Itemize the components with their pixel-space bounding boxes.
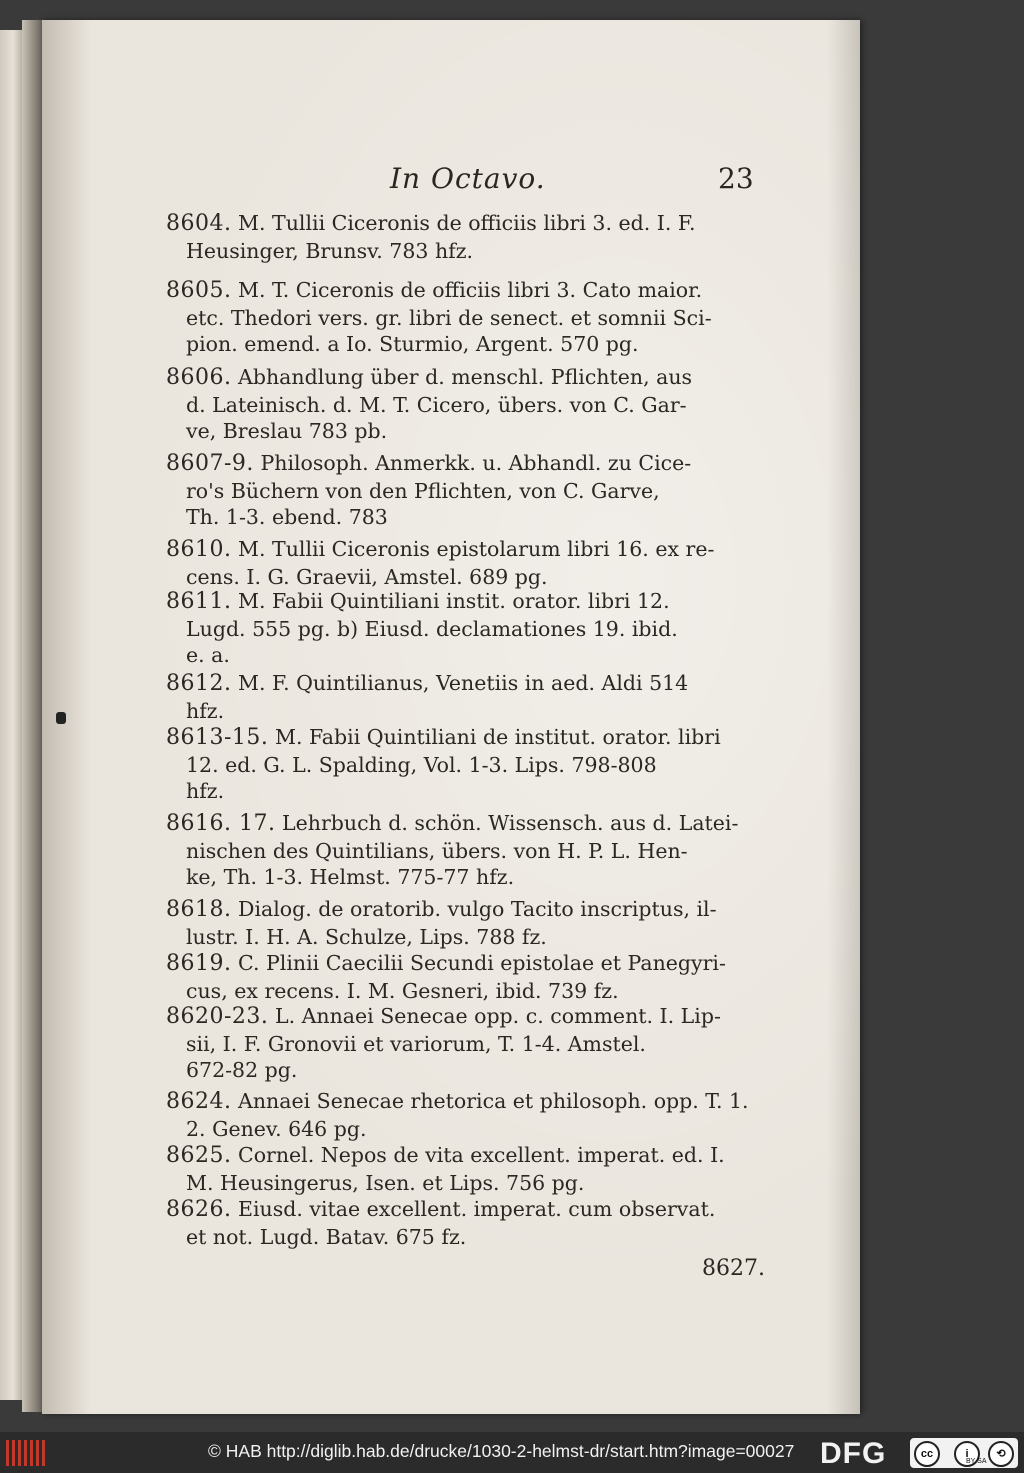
- viewer-footer: [0, 1432, 1024, 1473]
- catalog-entry: [166, 1088, 756, 1142]
- entry-number: 8604.: [166, 211, 232, 236]
- catalog-entry: [166, 810, 756, 891]
- source-url[interactable]: © HAB http://diglib.hab.de/drucke/1030-2-helmst-dr/start.htm?image=00027: [208, 1441, 795, 1461]
- entry-number: 8605.: [166, 278, 232, 303]
- entry-line: cens. I. G. Graevii, Amstel. 689 pg.: [186, 564, 548, 589]
- entry-number: 8616. 17.: [166, 811, 276, 836]
- page-header: [42, 162, 860, 202]
- catalog-entry: [166, 364, 756, 445]
- catalog-entry: [166, 950, 756, 1004]
- page-number: 23: [718, 162, 754, 195]
- catalog-entry: [166, 1003, 756, 1084]
- entry-line: 2. Genev. 646 pg.: [186, 1116, 367, 1141]
- entry-number: 8619.: [166, 951, 232, 976]
- entry-line: M. T. Ciceronis de officiis libri 3. Cato maior.: [238, 278, 703, 302]
- entry-line: ke, Th. 1-3. Helmst. 775-77 hfz.: [186, 865, 515, 889]
- entry-line: 672-82 pg.: [186, 1058, 298, 1082]
- entry-line: Lugd. 555 pg. b) Eiusd. declamationes 19. ibid.: [186, 616, 678, 641]
- entry-line: Cornel. Nepos de vita excellent. imperat. ed. I.: [238, 1143, 725, 1167]
- catalog-entry: [166, 1142, 756, 1196]
- entry-line: etc. Thedori vers. gr. libri de senect. et somnii Sci-: [186, 305, 712, 330]
- catalog-entry: [166, 210, 756, 264]
- entry-line: M. F. Quintilianus, Venetiis in aed. Aldi 514: [238, 671, 689, 695]
- entry-number: 8611.: [166, 589, 232, 614]
- entry-line: d. Lateinisch. d. M. T. Cicero, übers. von C. Gar-: [186, 392, 687, 417]
- entry-line: Heusinger, Brunsv. 783 hfz.: [186, 238, 474, 263]
- catalog-entry: [166, 450, 756, 531]
- catalog-entry: [166, 724, 756, 805]
- catalog-entry: [166, 536, 756, 590]
- entry-line: Annaei Senecae rhetorica et philosoph. opp. T. 1.: [238, 1089, 749, 1113]
- adjacent-page-edge: [0, 30, 22, 1400]
- entry-line: M. Heusingerus, Isen. et Lips. 756 pg.: [186, 1170, 585, 1195]
- entry-line: M. Fabii Quintiliani de institut. orator. libri: [274, 725, 721, 749]
- binding-mark: [56, 712, 66, 724]
- entry-number: 8624.: [166, 1089, 232, 1114]
- cc-icon: cc: [914, 1441, 940, 1467]
- running-title: In Octavo.: [390, 162, 546, 195]
- entry-number: 8618.: [166, 897, 232, 922]
- entry-line: hfz.: [186, 698, 225, 723]
- license-text: BY SA: [966, 1458, 987, 1465]
- entry-number: 8610.: [166, 537, 232, 562]
- entry-line: L. Annaei Senecae opp. c. comment. I. Lip-: [274, 1004, 721, 1028]
- entry-line: Philosoph. Anmerkk. u. Abhandl. zu Cice-: [260, 451, 692, 475]
- entry-line: pion. emend. a Io. Sturmio, Argent. 570 pg.: [186, 332, 639, 356]
- entry-number: 8626.: [166, 1197, 232, 1222]
- entry-line: M. Tullii Ciceronis de officiis libri 3. ed. I. F.: [238, 211, 696, 235]
- entry-number: 8606.: [166, 365, 232, 390]
- cc-license-badge[interactable]: [910, 1438, 1018, 1468]
- entry-line: Eiusd. vitae excellent. imperat. cum observat.: [238, 1197, 716, 1221]
- entry-line: cus, ex recens. I. M. Gesneri, ibid. 739 fz.: [186, 978, 619, 1003]
- catalog-entry: [166, 896, 756, 950]
- entry-line: Th. 1-3. ebend. 783: [186, 505, 388, 529]
- entry-line: M. Fabii Quintiliani instit. orator. libri 12.: [238, 589, 670, 613]
- entry-number: 8607-9.: [166, 451, 254, 476]
- catalog-entry: [166, 1196, 756, 1250]
- entry-line: et not. Lugd. Batav. 675 fz.: [186, 1224, 467, 1249]
- entry-line: ro's Büchern von den Pflichten, von C. Garve,: [186, 478, 660, 503]
- hab-logo: [6, 1440, 46, 1466]
- entry-number: 8613-15.: [166, 725, 269, 750]
- dfg-logo: DFG: [820, 1437, 887, 1470]
- sa-icon: ⟲: [988, 1441, 1014, 1467]
- catalog-entry: [166, 670, 756, 724]
- entry-line: Dialog. de oratorib. vulgo Tacito inscriptus, il-: [238, 897, 717, 921]
- entry-line: M. Tullii Ciceronis epistolarum libri 16. ex re-: [238, 537, 715, 561]
- entry-number: 8625.: [166, 1143, 232, 1168]
- entry-line: Lehrbuch d. schön. Wissensch. aus d. Latei-: [282, 811, 739, 835]
- entry-line: Abhandlung über d. menschl. Pflichten, aus: [238, 365, 693, 389]
- entry-line: hfz.: [186, 779, 225, 803]
- by-icon: i: [954, 1441, 980, 1467]
- entry-line: lustr. I. H. A. Schulze, Lips. 788 fz.: [186, 924, 547, 949]
- entry-line: C. Plinii Caecilii Secundi epistolae et Panegyri-: [238, 951, 726, 975]
- entry-line: nischen des Quintilians, übers. von H. P. L. Hen-: [186, 838, 688, 863]
- entry-line: ve, Breslau 783 pb.: [186, 419, 388, 443]
- catalog-entry: [166, 277, 756, 358]
- book-page: [42, 20, 860, 1414]
- entry-number: 8620-23.: [166, 1004, 269, 1029]
- catalog-entry: [166, 588, 756, 669]
- entry-line: e. a.: [186, 643, 230, 667]
- entry-line: sii, I. F. Gronovii et variorum, T. 1-4. Amstel.: [186, 1031, 646, 1056]
- entry-line: 12. ed. G. L. Spalding, Vol. 1-3. Lips. 798-808: [186, 752, 657, 777]
- catchword: 8627.: [702, 1256, 765, 1281]
- entry-number: 8612.: [166, 671, 232, 696]
